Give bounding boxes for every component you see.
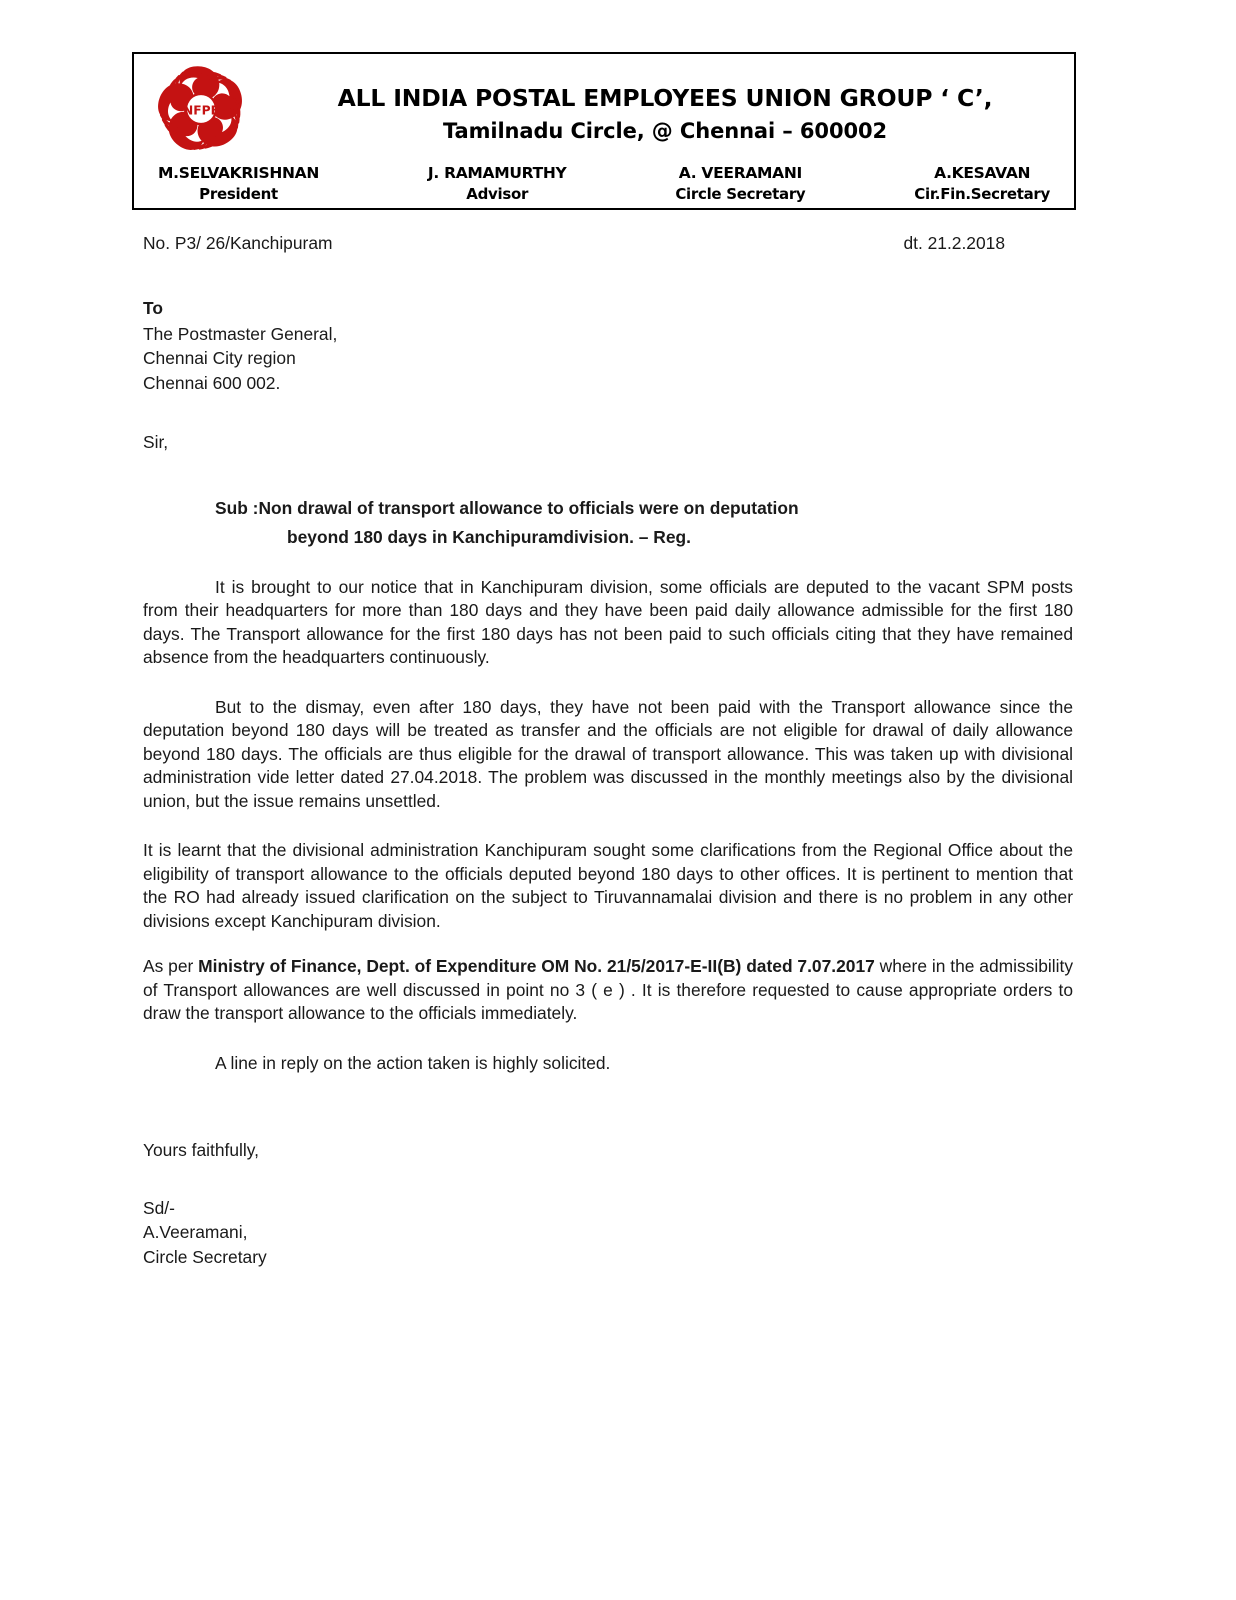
- office-bearer-name: A.KESAVAN: [934, 164, 1031, 182]
- addressee-block: [143, 297, 1073, 395]
- letter-date: dt. 21.2.2018: [903, 233, 1005, 253]
- organisation-name: ALL INDIA POSTAL EMPLOYEES UNION GROUP ‘ C’,: [337, 84, 993, 112]
- office-bearer: [914, 164, 1050, 203]
- office-bearer-role: Circle Secretary: [675, 185, 806, 203]
- subject-line-1: Sub :Non drawal of transport allowance to officials were on deputation: [215, 497, 799, 518]
- organisation-block: [264, 84, 1066, 143]
- office-bearer-name: J. RAMAMURTHY: [427, 164, 567, 182]
- office-bearer-role: Cir.Fin.Secretary: [914, 185, 1050, 203]
- office-bearer-role: Advisor: [466, 185, 529, 203]
- para4-prefix: As per: [143, 956, 199, 977]
- office-bearer: [675, 164, 805, 203]
- office-bearer: [428, 164, 567, 203]
- body-paragraph-1: It is brought to our notice that in Kanchipuram division, some officials are deputed to the vacant SPM posts from their headquarters for more than 180 days and they have been paid daily allowance admissible for the first 180 days. The Transport allowance for the first 180 days has not been paid to such officials citing that they have remained absence from the headquarters continuously.: [143, 576, 1073, 668]
- om-reference-bold: Ministry of Finance, Dept. of Expenditure OM No. 21/5/2017-E-II(B) dated 7.07.2017: [198, 956, 875, 977]
- office-bearers-row: [144, 164, 1064, 203]
- signed-marker: Sd/-: [143, 1197, 175, 1218]
- valediction: Yours faithfully,: [143, 1140, 260, 1161]
- signatory-name: A.Veeramani,: [143, 1222, 248, 1243]
- signatory-designation: Circle Secretary: [143, 1246, 267, 1267]
- letterhead-top: [134, 54, 1074, 162]
- office-bearer: [158, 164, 319, 203]
- salutation: Sir,: [143, 432, 169, 453]
- addressee-line-3: Chennai 600 002.: [143, 372, 281, 393]
- body-paragraph-2: But to the dismay, even after 180 days, they have not been paid with the Transport allowance since the deputation beyond 180 days will be treated as transfer and the officials are not eligible for drawal of daily allowance beyond 180 days. The officials are thus eligible for the drawal of transport allowance. This was taken up with divisional administration vide letter dated 27.04.2018. The problem was discussed in the monthly meetings also by the divisional union, but the issue remains unsettled.: [143, 696, 1073, 811]
- addressee-line-1: The Postmaster General,: [143, 323, 338, 344]
- office-bearer-name: M.SELVAKRISHNAN: [158, 164, 320, 182]
- body-paragraph-5: A line in reply on the action taken is highly solicited.: [215, 1052, 611, 1073]
- reference-number: No. P3/ 26/Kanchipuram: [143, 233, 333, 253]
- letter-body: [143, 232, 1073, 1270]
- office-bearer-name: A. VEERAMANI: [678, 164, 802, 182]
- body-paragraph-3: It is learnt that the divisional administration Kanchipuram sought some clarifications from the Regional Office about the eligibility of transport allowance to the officials deputed beyond 180 days to other offices. It is pertinent to mention that the RO had already issued clarification on the subject to Tiruvannamalai division and there is no problem in any other divisions except Kanchipuram division.: [143, 840, 1073, 931]
- subject-line-2: beyond 180 days in Kanchipuramdivision. – Reg.: [287, 527, 691, 548]
- nfpe-emblem-icon: [150, 60, 252, 158]
- subject-block: [143, 497, 1073, 550]
- body-paragraph-4: [143, 955, 1073, 1025]
- letterhead: [132, 52, 1076, 210]
- addressee-line-2: Chennai City region: [143, 348, 296, 369]
- organisation-subtitle: Tamilnadu Circle, @ Chennai – 600002: [442, 119, 887, 143]
- office-bearer-role: President: [199, 185, 278, 203]
- signature-block: [143, 1197, 1073, 1269]
- reference-line: [143, 232, 1073, 255]
- to-label: To: [143, 298, 163, 319]
- nfpe-logo-text: NFPE: [183, 103, 219, 118]
- para4-suffix: where in the admissibility of Transport allowances are well discussed in point no 3 ( e ) . It is therefore requested to cause appropriate orders to draw the transport allowance to the officials immediately.: [143, 956, 1074, 1024]
